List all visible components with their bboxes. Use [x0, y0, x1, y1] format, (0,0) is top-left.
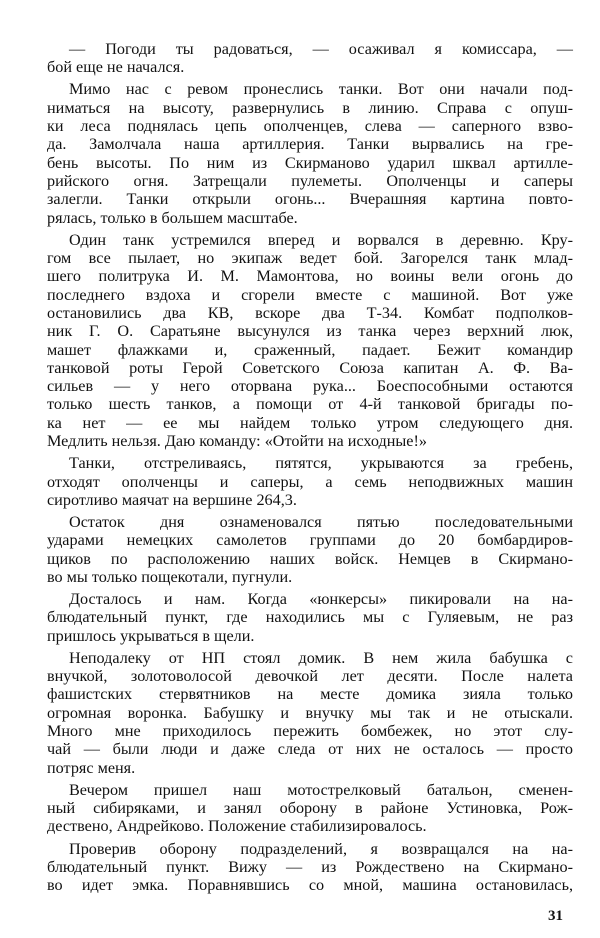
text-line: сиротливо маячат на вершине 264,3. [47, 490, 297, 509]
text-line: бой еще не начался. [47, 58, 185, 77]
text-line: сильев — у него оторвана рука... Боеспособными остаются [47, 377, 573, 396]
text-line: во мы только пощекотали, пугнули. [47, 567, 293, 586]
text-line: Неподалеку от НП стоял домик. В нем жила бабушка с [69, 648, 573, 667]
text-line: Медлить нельзя. Даю команду: «Отойти на исходные!» [47, 432, 427, 451]
text-line: Мимо нас с ревом пронеслись танки. Вот они начали под- [69, 80, 573, 99]
text-line: ки леса поднялась цепь ополченцев, слева — саперного взво- [47, 117, 573, 136]
paragraph [47, 454, 573, 509]
paragraph [47, 781, 573, 836]
text-line: Остаток дня ознаменовался пятью последовательными [69, 512, 573, 531]
book-page-text [47, 40, 573, 898]
text-line: — Погоди ты радоваться, — осаживал я комиссара, — [69, 40, 573, 58]
text-line: машет флажками и, сраженный, падает. Бежит командир [47, 340, 573, 359]
text-line: Один танк устремился вперед и ворвался в деревню. Кру- [69, 230, 573, 249]
text-line: Много мне приходилось пережить бомбежек, но этот слу- [47, 722, 573, 741]
text-line: Досталось и нам. Когда «юнкерсы» пикировали на на- [69, 590, 573, 609]
paragraph [47, 649, 573, 777]
text-line: дествено, Андрейково. Положение стабилизировалось. [47, 817, 427, 836]
paragraph [47, 80, 573, 226]
text-line: огромная воронка. Бабушку и внучку мы так и не отыскали. [47, 703, 573, 722]
text-line: рялась, только в большем масштабе. [47, 208, 298, 227]
paragraph [47, 513, 573, 586]
text-line: рийского огня. Затрещали пулеметы. Ополченцы и саперы [47, 171, 573, 190]
text-line: ка нет — ее мы найдем только утром следующего дня. [47, 413, 573, 432]
text-line: Танки, отстреливаясь, пятятся, укрываются за гребень, [69, 454, 573, 473]
text-line: ный сибиряками, и занял оборону в районе Устиновка, Рож- [47, 799, 573, 818]
text-line: бень высоты. По ним из Скирманово ударил шквал артилле- [47, 153, 573, 172]
text-line: щиков по расположению наших войск. Немцев в Скирмано- [47, 549, 573, 568]
text-line: блюдательный пункт, где находились мы с Гуляевым, не раз [47, 608, 573, 627]
paragraph [47, 231, 573, 451]
text-line: последнего вздоха и сгорели вместе с машиной. Вот уже [47, 285, 573, 304]
text-line: Проверив оборону подразделений, я возвращался на на- [69, 839, 573, 858]
text-line: остановились два КВ, вскоре два Т-34. Комбат подполков- [47, 303, 573, 322]
text-line: внучкой, золотоволосой девочкой лет десяти. После налета [47, 667, 573, 686]
text-line: пришлось укрываться в щели. [47, 626, 255, 645]
text-line: отходят ополченцы и саперы, а семь неподвижных машин [47, 472, 573, 491]
text-line: танковой роты Герой Советского Союза капитан А. Ф. Ва- [47, 358, 573, 377]
text-line: ударами немецких самолетов группами до 20 бомбардиров- [47, 531, 573, 550]
paragraph [47, 590, 573, 645]
text-line: залегли. Танки открыли огонь... Вчерашняя картина повто- [47, 190, 573, 209]
text-line: потряс меня. [47, 758, 136, 777]
page-number: 31 [548, 908, 563, 924]
text-line: ник Г. О. Саратьяне высунулся из танка через верхний люк, [47, 322, 573, 341]
text-line: только шесть танков, а помощи от 4-й танковой бригады по- [47, 395, 573, 414]
paragraph [47, 840, 573, 895]
text-line: блюдательный пункт. Вижу — из Рождествено на Скирмано- [47, 857, 573, 876]
text-line: да. Замолчала наша артиллерия. Танки вырвались на гре- [47, 135, 573, 154]
text-line: Вечером пришел наш мотострелковый батальон, сменен- [69, 780, 573, 799]
paragraph [47, 40, 573, 77]
text-line: фашистских стервятников на месте домика зияла только [47, 685, 573, 704]
text-line: гом все пылает, но экипаж ведет бой. Загорелся танк млад- [47, 249, 573, 268]
text-line: чай — были люди и даже следа от них не осталось — просто [47, 740, 573, 759]
text-line: во идет эмка. Поравнявшись со мной, машина остановилась, [47, 876, 573, 895]
text-line: шего политрука И. М. Мамонтова, но воины вели огонь до [47, 267, 573, 286]
text-line: ниматься на высоту, развернулись в линию. Справа с опуш- [47, 98, 573, 117]
